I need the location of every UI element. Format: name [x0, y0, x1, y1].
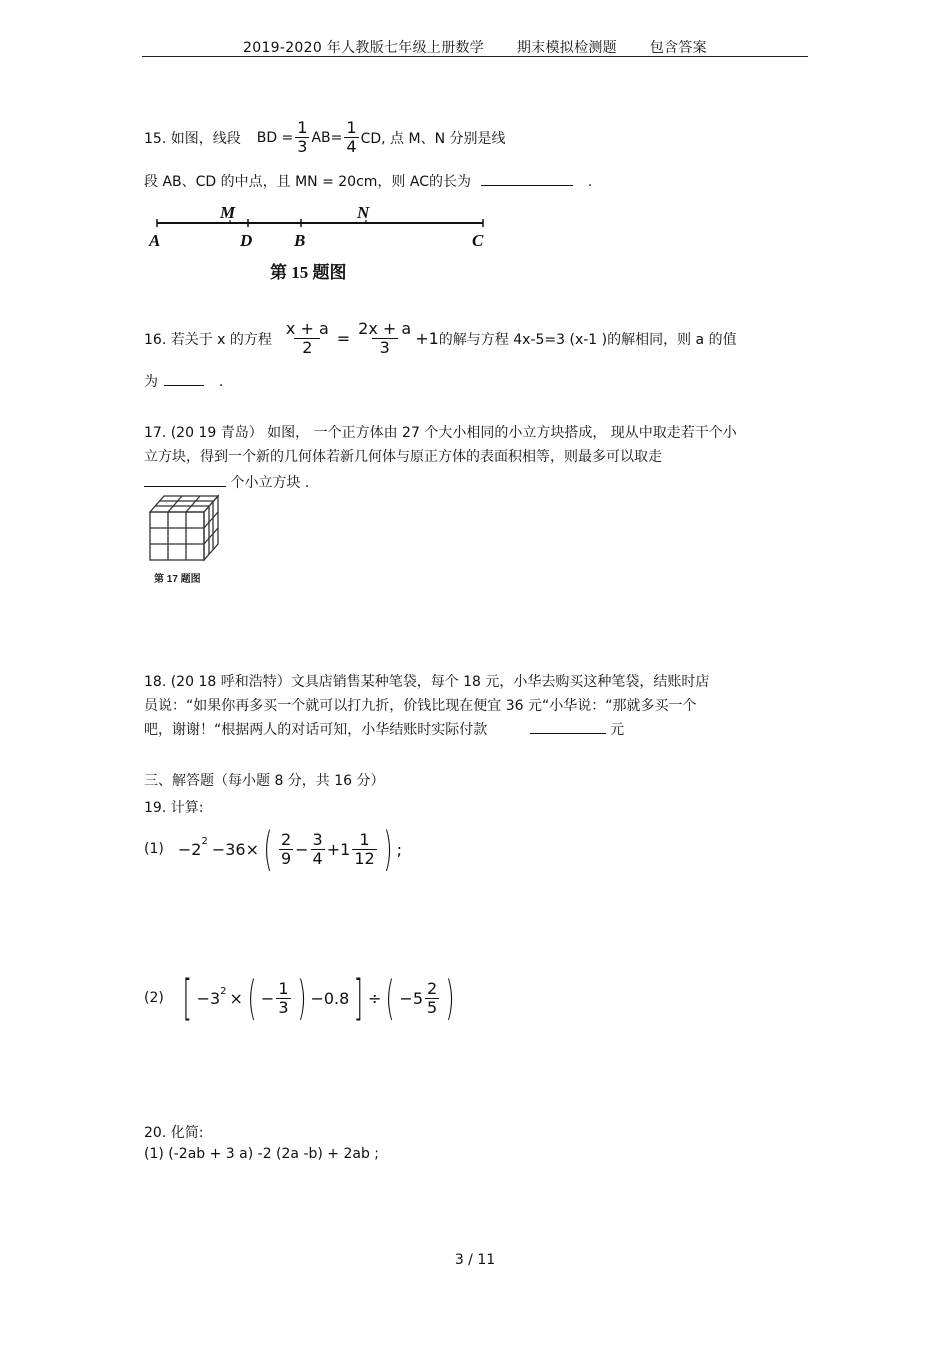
- plus-one: +1: [415, 329, 439, 348]
- term: +1: [326, 839, 351, 859]
- fraction-numerator: 2: [280, 829, 292, 849]
- point-label-c: C: [472, 231, 484, 250]
- q18-line2: 员说：“如果你再多买一个就可以打九折，价钱比现在便宜 36 元“小华说：“那就多买一个: [144, 698, 697, 714]
- q16-line2: [144, 371, 223, 391]
- fraction-denominator: 12: [354, 848, 375, 868]
- header-subtitle: 期末模拟检测题: [516, 40, 617, 56]
- term: −0.8: [310, 988, 350, 1008]
- point-label-d: D: [240, 231, 253, 250]
- left-bracket: [: [182, 970, 192, 1026]
- answer-blank: [530, 721, 606, 734]
- fraction-denominator: 2: [294, 338, 320, 357]
- part-label: (1): [144, 841, 164, 857]
- answer-blank: [481, 173, 573, 186]
- q20-title: 20. 化简:: [144, 1125, 204, 1141]
- fraction-denominator: 4: [312, 848, 323, 868]
- figure-caption: 第 15 题图: [270, 263, 347, 282]
- left-paren: (: [263, 822, 273, 876]
- fraction: [276, 980, 290, 1017]
- q17-line1: 17. (20 19 青岛） 如图， 一个正方体由 27 个大小相同的小立方块搭成， 现从中取走若干个小: [144, 425, 737, 441]
- fraction-numerator: 1: [346, 118, 357, 137]
- q16-fraction-2: [356, 320, 413, 357]
- q15-text-ab: AB=: [311, 129, 343, 146]
- fraction-denominator: 3: [372, 338, 398, 357]
- fraction-numerator: x + a: [285, 319, 329, 338]
- q15-line2: [144, 171, 592, 191]
- part-label: (2): [144, 990, 164, 1006]
- header-title: 2019-2020 年人教版七年级上册数学: [243, 40, 485, 56]
- fraction: [279, 831, 293, 868]
- q16-text-post: 的解与方程 4x-5=3 (x-1 )的解相同，则 a 的值: [438, 331, 737, 348]
- page-header: [0, 37, 950, 57]
- figure-caption: 第 17 题图: [154, 574, 201, 585]
- term: −3: [196, 988, 221, 1008]
- q16-text-pre: 16. 若关于 x 的方程: [144, 331, 272, 348]
- answer-blank: [164, 373, 204, 386]
- page-number: 3 / 11: [454, 1252, 496, 1268]
- left-paren: (: [385, 971, 395, 1025]
- equals-sign: =: [336, 329, 351, 348]
- right-paren: ): [445, 971, 455, 1025]
- fraction-numerator: 1: [297, 118, 308, 137]
- q17-text-line3: 个小立方块 .: [230, 475, 310, 491]
- left-paren: (: [247, 971, 257, 1025]
- q15-text-a: 15. 如图，线段: [144, 130, 241, 147]
- fraction-numerator: 1: [359, 829, 370, 849]
- fraction: [352, 831, 376, 868]
- q19-title: 19. 计算:: [144, 800, 204, 816]
- q18-line1: 18. (20 18 呼和浩特）文具店销售某种笔袋，每个 18 元，小华去购买这种笔袋，结账时店: [144, 674, 710, 690]
- q20-part1: (1) (-2ab + 3 a) -2 (2a -b) + 2ab ;: [144, 1146, 380, 1162]
- right-bracket: ]: [353, 970, 364, 1026]
- fraction-numerator: 2x + a: [358, 319, 412, 338]
- operator: ÷: [368, 988, 382, 1008]
- q16-text-line2: 为: [144, 374, 158, 390]
- operator: −: [260, 988, 275, 1008]
- point-label-m: M: [220, 203, 236, 222]
- fraction-denominator: 4: [346, 137, 357, 156]
- q15-figure: [140, 200, 500, 290]
- fraction-numerator: 1: [278, 978, 289, 998]
- header-rule: [142, 56, 808, 57]
- fraction: [311, 831, 325, 868]
- q17-cube-figure: [140, 490, 230, 590]
- fraction-denominator: 3: [297, 137, 308, 156]
- q19-part1: [144, 822, 403, 876]
- q16-line1: [144, 320, 737, 357]
- term: −2: [177, 839, 202, 859]
- q16-fraction-1: [284, 320, 331, 357]
- header-note: 包含答案: [649, 40, 707, 56]
- exponent: 2: [201, 836, 208, 847]
- q15-period: .: [587, 174, 593, 190]
- fraction-numerator: 2: [427, 978, 438, 998]
- q15-text-line2: 段 AB、CD 的中点，且 MN = 20cm，则 AC的长为: [144, 174, 471, 190]
- fraction-numerator: 3: [312, 829, 323, 849]
- q15-text-cd: CD, 点 M、N 分别是线: [360, 130, 506, 147]
- q16-period: .: [218, 374, 224, 390]
- q18-line3: [144, 719, 624, 739]
- q18-text-line3: 吧，谢谢！“根据两人的对话可知，小华结账时实际付款: [144, 722, 488, 738]
- term: −5: [399, 988, 423, 1008]
- term: −36×: [211, 839, 259, 859]
- q17-line3: [144, 472, 309, 492]
- exponent: 2: [220, 986, 227, 997]
- q15-fraction-1-4: [344, 119, 358, 156]
- right-paren: ): [296, 971, 306, 1025]
- answer-blank: [144, 474, 226, 487]
- section-heading: 三、解答题（每小题 8 分，共 16 分）: [144, 773, 385, 789]
- fraction: [425, 980, 439, 1017]
- q15-text-bd: BD =: [256, 129, 294, 146]
- q18-unit: 元: [610, 722, 625, 738]
- point-label-b: B: [294, 231, 306, 250]
- point-label-n: N: [357, 203, 370, 222]
- semicolon: ;: [396, 839, 403, 859]
- fraction-denominator: 5: [427, 997, 438, 1017]
- fraction-denominator: 3: [278, 997, 289, 1017]
- right-paren: ): [383, 822, 393, 876]
- q15-fraction-1-3: [295, 119, 309, 156]
- point-label-a: A: [149, 231, 161, 250]
- q19-part2: [144, 970, 459, 1026]
- operator: −: [295, 839, 309, 859]
- q17-line2: 立方块，得到一个新的几何体若新几何体与原正方体的表面积相等，则最多可以取走: [144, 449, 662, 465]
- fraction-denominator: 9: [280, 848, 292, 868]
- q15-line1: [144, 119, 506, 156]
- operator: ×: [229, 988, 243, 1008]
